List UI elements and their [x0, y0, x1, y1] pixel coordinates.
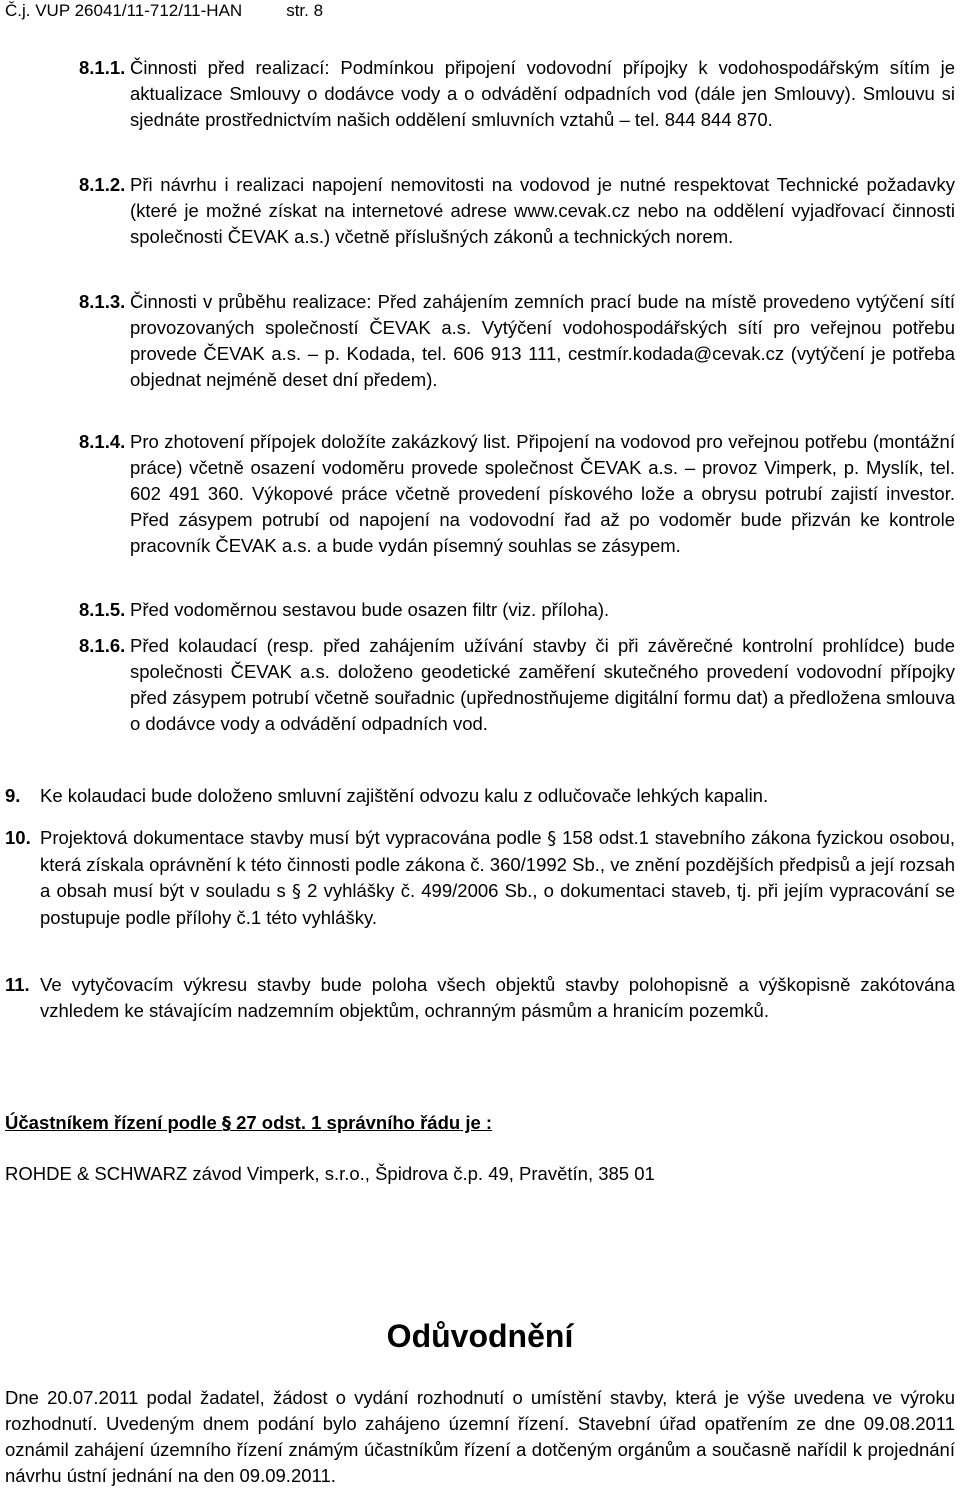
participants-heading — [5, 1112, 492, 1134]
subsection-number: 8.1.1. — [79, 57, 126, 78]
participants-label: Účastníkem řízení podle — [5, 1112, 217, 1133]
subsection-number: 8.1.6. — [79, 635, 126, 656]
subsection-number: 8.1.5. — [79, 599, 126, 620]
subsection-8-1-4 — [79, 429, 955, 559]
subsection-text: Pro zhotovení přípojek doložíte zakázkový list. Připojení na vodovod pro veřejnou potřebu (montážní práce) včetně osazení vodoměru provede společnost ČEVAK a.s. – provoz Vimperk, p. Myslík, tel. 602 491 360. Výkopové práce včetně provedení pískového lože a obrysu potrubí zajistí investor. Před zásypem potrubí od napojení na vodovodní řad až po vodoměr bude přizván ke kontrole pracovník ČEVAK a.s. a bude vydán písemný souhlas se zásypem. — [130, 431, 955, 556]
subsection-number: 8.1.3. — [79, 291, 126, 312]
item-text-part: 2 vyhlášky č. 499/2006 Sb., o dokumentaci staveb, tj. při jejím vypracování se postupuje podle přílohy č.1 této vyhlášky. — [40, 880, 955, 928]
subsection-text: Činnosti v průběhu realizace: Před zahájením zemních prací bude na místě provedeno vytýčení sítí provozovaných společností ČEVAK a.s. Vytýčení vodohospodářských sítí pro veřejnou potřebu provede ČEVAK a.s. – p. Kodada, tel. 606 913 111, cestmír.kodada@cevak.cz (vytýčení je potřeba objednat nejméně deset dní předem). — [130, 291, 955, 390]
participants-label: 27 odst. 1 správního řádu je : — [236, 1112, 493, 1133]
participant-party: ROHDE & SCHWARZ závod Vimperk, s.r.o., Špidrova č.p. 49, Pravětín, 385 01 — [5, 1163, 655, 1184]
condition-item-10 — [5, 825, 955, 931]
page-number: str. 8 — [286, 1, 324, 20]
subsection-text: Činnosti před realizací: Podmínkou připojení vodovodní přípojky k vodohospodářským sítím je aktualizace Smlouvy o dodávce vody a o odvádění odpadních vod (dále jen Smlouvy). Smlouvu si sjednáte prostřednictvím našich oddělení smluvních vztahů – tel. 844 844 870. — [130, 57, 955, 130]
subsection-8-1-6 — [79, 633, 955, 737]
item-number: 11. — [5, 974, 30, 995]
subsection-text: Při návrhu i realizaci napojení nemovitosti na vodovod je nutné respektovat Technické požadavky (které je možné získat na internetové adrese www.cevak.cz nebo na oddělení vyjadřovací činnosti společnosti ČEVAK a.s.) včetně příslušných zákonů a technických norem. — [130, 174, 955, 247]
item-text: Ve vytyčovacím výkresu stavby bude poloha všech objektů stavby polohopisně a výškopisně zakótována vzhledem ke stávajícím nadzemním objektům, ochranným pásmům a hranicím pozemků. — [40, 974, 955, 1021]
item-number: 10. — [5, 827, 31, 848]
section-sign: § — [221, 1113, 231, 1134]
page-header — [5, 0, 323, 22]
subsection-number: 8.1.4. — [79, 431, 126, 452]
subsection-number: 8.1.2. — [79, 174, 126, 195]
condition-item-9 — [5, 783, 955, 809]
document-reference: Č.j. VUP 26041/11-712/11-HAN — [5, 1, 243, 20]
item-text-part: 158 odst.1 stavebního zákona fyzickou osobou, která získala oprávnění k této činnosti podle zákona č. 360/1992 Sb., ve znění pozdějších předpisů a její rozsah a obsah musí být v souladu s — [40, 827, 956, 901]
item-number: 9. — [5, 785, 21, 806]
item-text — [40, 825, 955, 931]
subsection-8-1-5 — [79, 597, 955, 623]
subsection-8-1-2 — [79, 172, 955, 250]
section-sign: § — [547, 828, 557, 849]
item-text: Ke kolaudaci bude doloženo smluvní zajištění odvozu kalu z odlučovače lehkých kapalin. — [40, 785, 769, 806]
subsection-8-1-1 — [79, 55, 955, 133]
subsection-text: Před kolaudací (resp. před zahájením užívání stavby či při závěrečné kontrolní prohlídce) bude společnosti ČEVAK a.s. doloženo geodetické zaměření skutečného provedení vodovodní přípojky před zásypem potrubí včetně souřadnic (upřednostňujeme digitální formu dat) a předložena smlouva o dodávce vody a odvádění odpadních vod. — [130, 635, 955, 734]
subsection-text: Před vodoměrnou sestavou bude osazen filtr (viz. příloha). — [130, 599, 610, 620]
subsection-8-1-3 — [79, 289, 955, 393]
condition-item-11 — [5, 972, 955, 1024]
section-sign: § — [291, 881, 301, 902]
reasoning-paragraph: Dne 20.07.2011 podal žadatel, žádost o vydání rozhodnutí o umístění stavby, která je výše uvedena ve výroku rozhodnutí. Uvedeným dnem podání bylo zahájeno územní řízení. Stavební úřad opatřením ze dne 09.08.2011 oznámil zahájení územního řízení známým účastníkům řízení a dotčeným orgánům a současně nařídil k projednání návrhu ústní jednání na den 09.09.2011. — [5, 1387, 955, 1486]
item-text-part: Projektová dokumentace stavby musí být vypracována podle — [40, 827, 542, 848]
reasoning-heading: Odůvodnění — [386, 1318, 574, 1354]
